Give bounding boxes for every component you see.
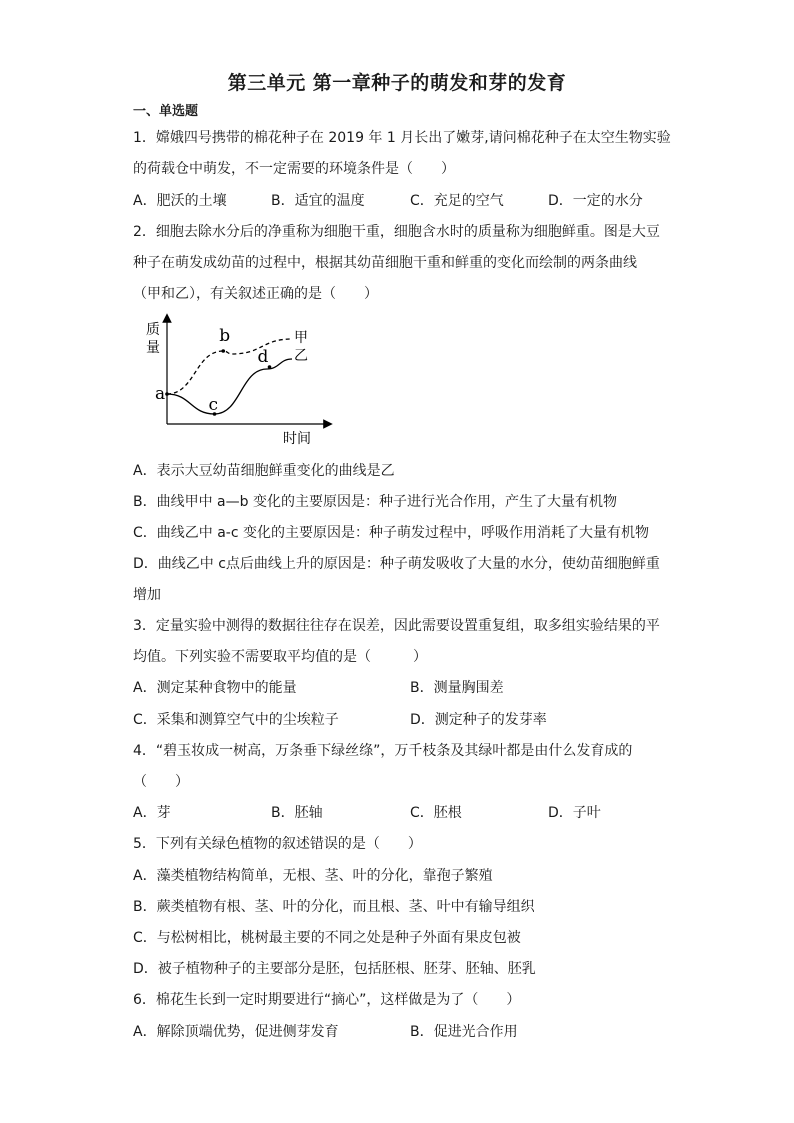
q4-option-d: D．子叶 (548, 805, 601, 821)
y-axis-label-2: 量 (146, 340, 160, 356)
q5-option-c: C．与松树相比，桃树最主要的不同之处是种子外面有果皮包被 (133, 930, 521, 946)
q5-option-b: B．蕨类植物有根、茎、叶的分化，而且根、茎、叶中有输导组织 (133, 899, 535, 915)
point-a-marker (165, 392, 169, 396)
q4-option-c: C．胚根 (410, 805, 462, 821)
q3-option-b: B．测量胸围差 (410, 680, 504, 696)
point-c-label: c (208, 395, 219, 415)
q3-stem-line2: 均值。下列实验不需要取平均值的是（ ） (133, 649, 427, 665)
document-title: 第三单元 第一章种子的萌发和芽的发育 (227, 72, 567, 94)
q5-option-d: D．被子植物种子的主要部分是胚，包括胚根、胚芽、胚轴、胚乳 (133, 961, 536, 977)
q1-stem-line2: 的荷载仓中萌发，不一定需要的环境条件是（ ） (133, 161, 455, 177)
q5-stem: 5．下列有关绿色植物的叙述错误的是（ ） (133, 836, 422, 852)
q2-stem-line3: （甲和乙），有关叙述正确的是（ ） (133, 286, 378, 302)
q1-option-c: C．充足的空气 (410, 193, 504, 209)
q2-option-d-line1: D．曲线乙中 c点后曲线上升的原因是：种子萌发吸收了大量的水分，使幼苗细胞鲜重 (133, 556, 660, 572)
q3-option-c: C．采集和测算空气中的尘埃粒子 (133, 712, 339, 728)
point-d-label: d (257, 347, 269, 367)
x-axis-label: 时间 (283, 431, 311, 447)
q1-option-a: A．肥沃的土壤 (133, 193, 227, 209)
q2-stem-line2: 种子在萌发成幼苗的过程中，根据其幼苗细胞干重和鲜重的变化而绘制的两条曲线 (133, 255, 637, 271)
q2-stem-line1: 2．细胞去除水分后的净重称为细胞干重，细胞含水时的质量称为细胞鲜重。图是大豆 (133, 224, 660, 240)
series-yi-line (167, 359, 292, 414)
q4-option-a: A．芽 (133, 805, 171, 821)
series-yi-label: 乙 (294, 348, 308, 364)
q3-stem-line1: 3．定量实验中测得的数据往往存在误差，因此需要设置重复组，取多组实验结果的平 (133, 618, 660, 634)
q5-option-a: A．藻类植物结构简单，无根、茎、叶的分化，靠孢子繁殖 (133, 868, 493, 884)
q1-option-d: D．一定的水分 (548, 193, 643, 209)
q3-option-d: D．测定种子的发芽率 (410, 712, 547, 728)
q6-stem: 6．棉花生长到一定时期要进行“摘心”，这样做是为了（ ） (133, 992, 521, 1008)
mass-time-chart (140, 312, 340, 450)
q6-option-a: A．解除顶端优势，促进侧芽发育 (133, 1024, 339, 1040)
q4-option-b: B．胚轴 (271, 805, 323, 821)
point-b-marker (221, 349, 225, 353)
q1-stem-line1: 1．嫦娥四号携带的棉花种子在 2019 年 1 月长出了嫩芽,请问棉花种子在太空生物实验 (133, 130, 671, 146)
q2-option-b: B．曲线甲中 a—b 变化的主要原因是：种子进行光合作用，产生了大量有机物 (133, 494, 617, 510)
q2-option-c: C．曲线乙中 a-c 变化的主要原因是：种子萌发过程中，呼吸作用消耗了大量有机物 (133, 525, 650, 541)
section-heading: 一、单选题 (133, 104, 199, 119)
series-jia-line (167, 339, 292, 394)
y-axis-label-1: 质 (146, 322, 160, 338)
q3-option-a: A．测定某种食物中的能量 (133, 680, 297, 696)
point-a-label: a (155, 384, 166, 404)
q4-stem-line2: （ ） (133, 774, 189, 790)
q4-stem-line1: 4．“碧玉妆成一树高，万条垂下绿丝绦”，万千枝条及其绿叶都是由什么发育成的 (133, 743, 633, 759)
q1-option-b: B．适宜的温度 (271, 193, 365, 209)
q6-option-b: B．促进光合作用 (410, 1024, 518, 1040)
series-jia-label: 甲 (294, 330, 308, 346)
q2-option-a: A．表示大豆幼苗细胞鲜重变化的曲线是乙 (133, 463, 395, 479)
q2-option-d-line2: 增加 (133, 587, 161, 603)
point-b-label: b (219, 326, 231, 346)
